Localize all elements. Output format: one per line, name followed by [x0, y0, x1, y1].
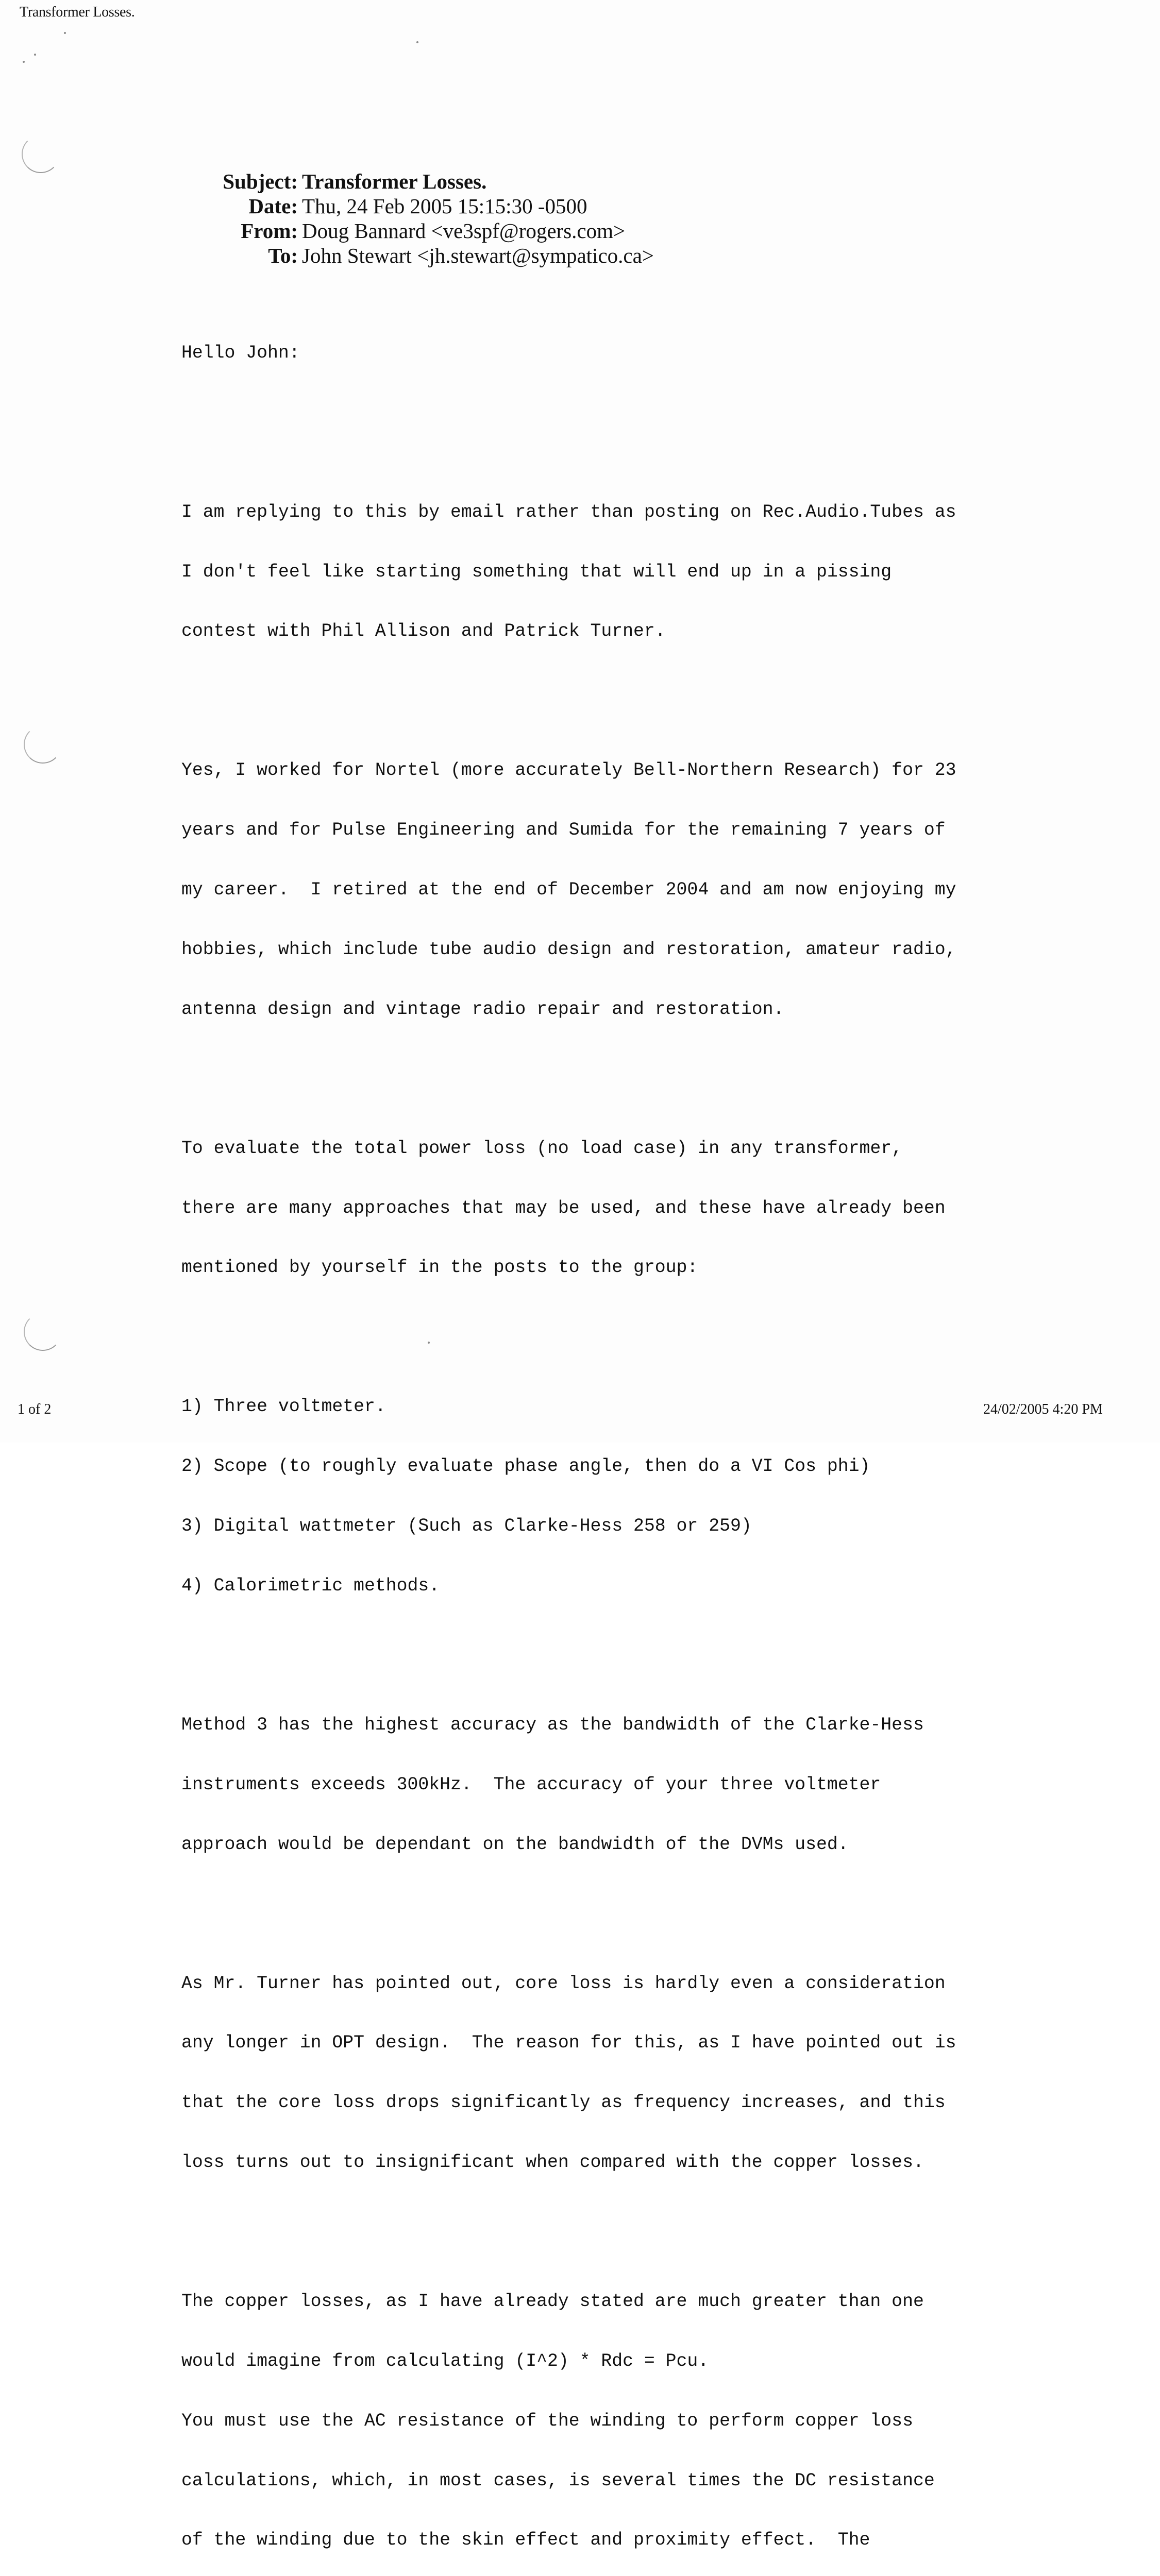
- body-line: there are many approaches that may be used, and these have already been: [181, 1198, 946, 1218]
- body-line: To evaluate the total power loss (no load case) in any transformer,: [181, 1138, 903, 1159]
- body-line: of the winding due to the skin effect and proximity effect. The: [181, 2530, 870, 2551]
- running-title: Transformer Losses.: [20, 4, 135, 20]
- punch-hole-mark-top: [22, 135, 60, 173]
- date-value: Thu, 24 Feb 2005 15:15:30 -0500: [302, 194, 587, 218]
- body-line: contest with Phil Allison and Patrick Turner.: [181, 621, 666, 642]
- greeting: Hello John:: [181, 343, 300, 364]
- date-label: Date:: [248, 194, 298, 218]
- body-line: would imagine from calculating (I^2) * Rdc = Pcu.: [181, 2351, 709, 2371]
- body-line: As Mr. Turner has pointed out, core loss is hardly even a consideration: [181, 1973, 946, 1994]
- body-line: instruments exceeds 300kHz. The accuracy of your three voltmeter: [181, 1774, 881, 1795]
- body-line: I don't feel like starting something that will end up in a pissing: [181, 562, 892, 582]
- body-line: hobbies, which include tube audio design and restoration, amateur radio,: [181, 939, 956, 960]
- body-line: I am replying to this by email rather than posting on Rec.Audio.Tubes as: [181, 502, 956, 522]
- subject-value: Transformer Losses.: [302, 170, 487, 193]
- body-line: calculations, which, in most cases, is several times the DC resistance: [181, 2470, 935, 2491]
- method-item: 4) Calorimetric methods.: [181, 1575, 440, 1596]
- method-item: 2) Scope (to roughly evaluate phase angle, then do a VI Cos phi): [181, 1456, 870, 1477]
- body-line: years and for Pulse Engineering and Sumida for the remaining 7 years of: [181, 820, 946, 841]
- email-header: [186, 169, 654, 268]
- print-timestamp: 24/02/2005 4:20 PM: [983, 1401, 1103, 1417]
- body-line: antenna design and vintage radio repair and restoration.: [181, 999, 784, 1020]
- body-line: my career. I retired at the end of December 2004 and am now enjoying my: [181, 880, 956, 901]
- method-item: 1) Three voltmeter.: [181, 1397, 386, 1417]
- to-value: John Stewart <jh.stewart@sympatico.ca>: [302, 244, 654, 267]
- date-row: [186, 194, 654, 218]
- body-line: Yes, I worked for Nortel (more accurately Bell-Northern Research) for 23: [181, 760, 956, 781]
- method-item: 3) Digital wattmeter (Such as Clarke-Hess 258 or 259): [181, 1516, 752, 1537]
- from-value: Doug Bannard <ve3spf@rogers.com>: [302, 219, 626, 243]
- scan-speck: [416, 41, 418, 43]
- from-row: [186, 218, 654, 243]
- body-line: You must use the AC resistance of the winding to perform copper loss: [181, 2411, 913, 2431]
- to-label: To:: [268, 244, 298, 267]
- body-line: loss turns out to insignificant when compared with the copper losses.: [181, 2153, 924, 2173]
- from-label: From:: [241, 219, 298, 243]
- body-line: The copper losses, as I have already stated are much greater than one: [181, 2292, 924, 2312]
- subject-label: Subject:: [223, 170, 298, 193]
- page-number: 1 of 2: [18, 1401, 52, 1417]
- scan-speck: [64, 32, 66, 34]
- subject-row: [186, 169, 654, 194]
- body-line: that the core loss drops significantly as frequency increases, and this: [181, 2093, 946, 2113]
- to-row: [186, 243, 654, 268]
- body-line: any longer in OPT design. The reason for this, as I have pointed out is: [181, 2033, 956, 2054]
- body-line: approach would be dependant on the bandwidth of the DVMs used.: [181, 1834, 849, 1855]
- body-line: Method 3 has the highest accuracy as the bandwidth of the Clarke-Hess: [181, 1715, 924, 1735]
- punch-hole-mark-middle: [24, 725, 62, 764]
- scan-speck: [34, 54, 36, 56]
- punch-hole-mark-bottom: [24, 1313, 62, 1351]
- scan-speck: [23, 61, 25, 63]
- body-line: mentioned by yourself in the posts to the group:: [181, 1258, 698, 1278]
- email-body: [181, 304, 1016, 2576]
